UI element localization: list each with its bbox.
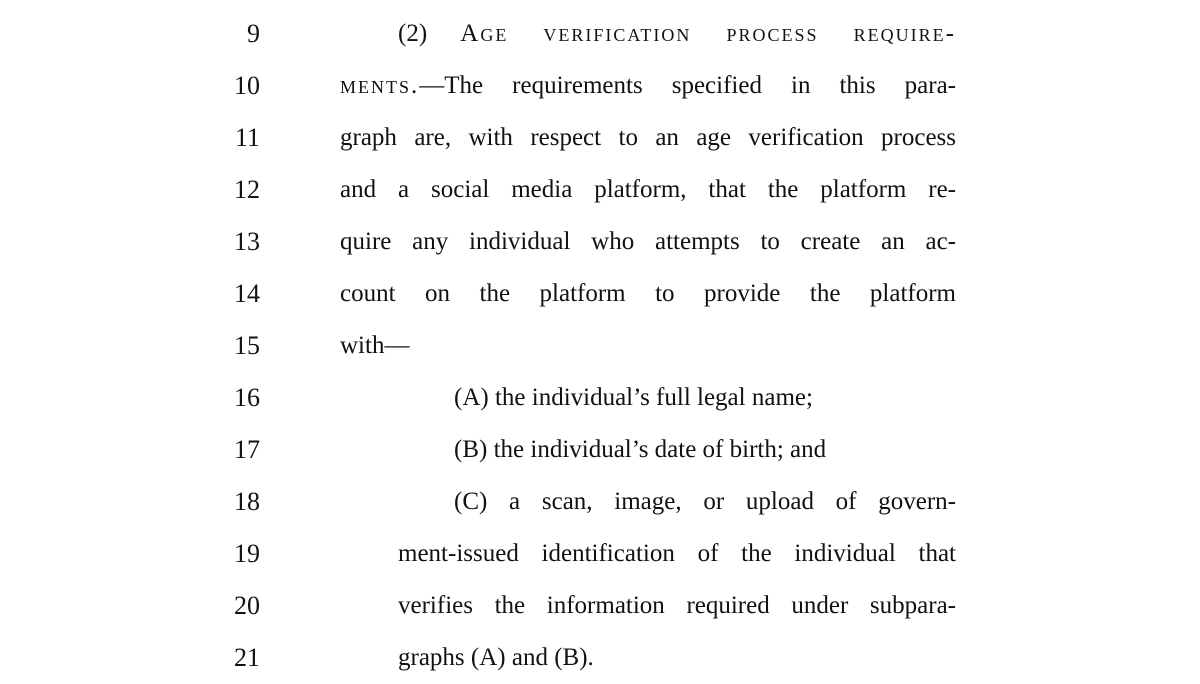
line-text: verifies the information required under subpara- bbox=[398, 592, 956, 619]
subparagraph-a: (A) the individual’s full legal name; bbox=[454, 384, 813, 411]
text-line bbox=[0, 60, 1200, 112]
line-number: 9 bbox=[247, 19, 260, 48]
line-text: and a social media platform, that the platform re- bbox=[340, 176, 956, 203]
line-number: 20 bbox=[234, 591, 260, 620]
text-line bbox=[0, 268, 1200, 320]
line-number: 12 bbox=[234, 175, 260, 204]
line-number: 17 bbox=[234, 435, 260, 464]
text-line bbox=[0, 216, 1200, 268]
line-number: 16 bbox=[234, 383, 260, 412]
text-line bbox=[0, 580, 1200, 632]
line-text: graphs (A) and (B). bbox=[398, 644, 594, 671]
line-text: quire any individual who attempts to create an ac- bbox=[340, 228, 956, 255]
text-line bbox=[0, 164, 1200, 216]
paragraph-number: (2) bbox=[398, 20, 461, 47]
text-line bbox=[0, 632, 1200, 684]
line-number: 21 bbox=[234, 643, 260, 672]
subparagraph-c: (C) a scan, image, or upload of govern- bbox=[454, 488, 956, 515]
text-line bbox=[0, 528, 1200, 580]
heading-smallcaps: Age verification process require- bbox=[460, 20, 956, 47]
paragraph-heading bbox=[398, 8, 956, 60]
line-number: 10 bbox=[234, 71, 260, 100]
text-line bbox=[0, 424, 1200, 476]
text-line bbox=[0, 112, 1200, 164]
line-number: 13 bbox=[234, 227, 260, 256]
line-number: 14 bbox=[234, 279, 260, 308]
line-body: —The requirements specified in this para- bbox=[419, 72, 956, 99]
line-text: ment-issued identification of the individual that bbox=[398, 540, 956, 567]
text-line bbox=[0, 476, 1200, 528]
line-text: count on the platform to provide the platform bbox=[340, 280, 956, 307]
text-line bbox=[0, 372, 1200, 424]
line-number: 19 bbox=[234, 539, 260, 568]
heading-smallcaps: ments. bbox=[340, 72, 420, 99]
line-number: 11 bbox=[234, 123, 260, 152]
line-number: 18 bbox=[234, 487, 260, 516]
text-line bbox=[0, 8, 1200, 60]
line-text: with— bbox=[340, 332, 410, 359]
line-number: 15 bbox=[234, 331, 260, 360]
subparagraph-b: (B) the individual’s date of birth; and bbox=[454, 436, 827, 463]
line-text bbox=[340, 60, 956, 112]
text-line bbox=[0, 320, 1200, 372]
line-text: graph are, with respect to an age verification process bbox=[340, 124, 956, 151]
